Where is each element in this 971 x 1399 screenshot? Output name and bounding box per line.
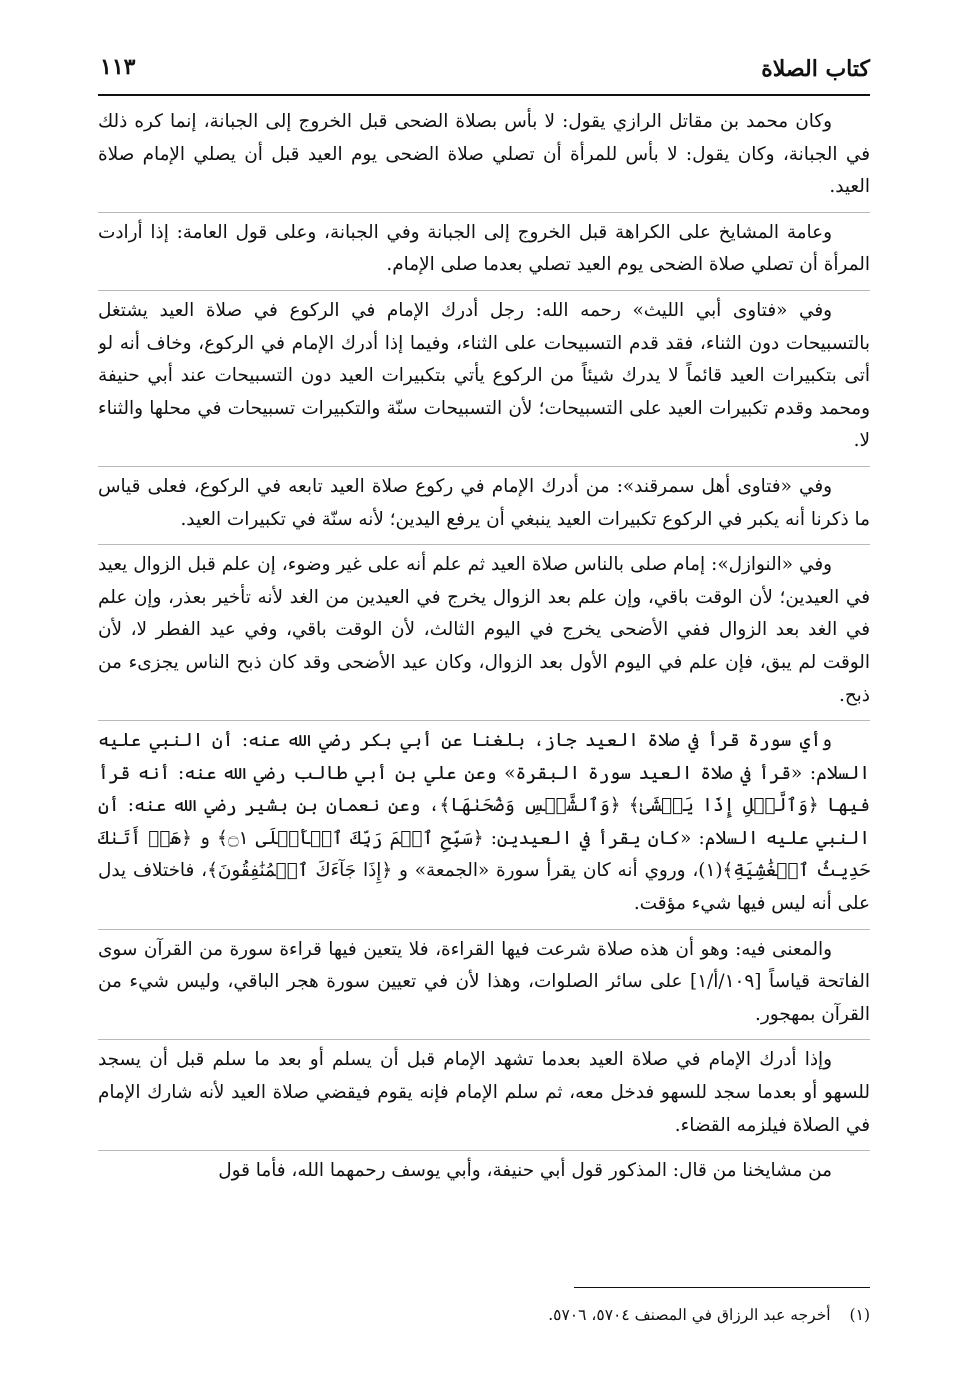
- paragraph: وفي «فتاوى أبي الليث» رحمه الله: رجل أدرك الإمام في الركوع في صلاة العيد يشتغل بالتسبيحات دون الثناء، فقد قدم التسبيحات على الثناء، وفيما إذا أدرك الإمام في الركوع، وخاف أنه لو أتى بتكبيرات العيد قائماً لا يدرك شيئاً من الركوع يأتي بتكبيرات العيد دون التسبيحات عند أبي حنيفة ومحمد وقدم تكبيرات العيد على التسبيحات؛ لأن التسبيحات سنّة والتكبيرات تسبيحات في محلها والثناء لا.: [98, 290, 870, 458]
- paragraph: وفي «فتاوى أهل سمرقند»: من أدرك الإمام في ركوع صلاة العيد تابعه في الركوع، فعلى قياس ما ذكرنا أنه يكبر في الركوع تكبيرات العيد ينبغي أن يرفع اليدين؛ لأنه سنّة في تكبيرات العيد.: [98, 466, 870, 536]
- page-header: [98, 50, 870, 96]
- footnote-text: أخرجه عبد الرزاق في المصنف ٥٧٠٤، ٥٧٠٦.: [548, 1306, 831, 1324]
- paragraph: وإذا أدرك الإمام في صلاة العيد بعدما تشهد الإمام قبل أن يسلم أو بعد ما سلم قبل أن يسجد للسهو أو بعدما سجد للسهو فدخل معه، ثم سلم الإمام فإنه يقوم فيقضي صلاة العيد لأنه شارك الإمام في الصلاة فيلزمه القضاء.: [98, 1039, 870, 1142]
- paragraph: وكان محمد بن مقاتل الرازي يقول: لا بأس بصلاة الضحى قبل الخروج إلى الجبانة، إنما كره ذلك في الجبانة، وكان يقول: لا بأس للمرأة أن تصلي صلاة الضحى يوم العيد قبل أن يصلي الإمام صلاة العيد.: [98, 111, 870, 198]
- paragraph: من مشايخنا من قال: المذكور قول أبي حنيفة، وأبي يوسف رحمهما الله، فأما قول: [98, 1150, 870, 1188]
- paragraph: والمعنى فيه: وهو أن هذه صلاة شرعت فيها القراءة، فلا يتعين فيها قراءة سورة من القرآن سوى الفاتحة قياساً [١٠٩/أ/١] على سائر الصلوات، وهذا لأن في تعيين سورة هجر الباقي، وليس شيء من القرآن بمهجور.: [98, 929, 870, 1032]
- footnote-divider: [574, 1287, 870, 1288]
- footnote: [98, 1302, 870, 1328]
- paragraph: وفي «النوازل»: إمام صلى بالناس صلاة العيد ثم علم أنه على غير وضوء، إن علم قبل الزوال يعيد في العيدين؛ لأن الوقت باقي، وإن علم بعد الزوال يخرج في العيدين من الغد لأنه تأخير بعذر، وإن علم في الغد بعد الزوال ففي الأضحى يخرج في اليوم الثالث، لأن الوقت باقي، وفي عيد الفطر لا، لأن الوقت لم يبق، فإن علم في اليوم الأول بعد الزوال، وكان عيد الأضحى وقد كان ذبح الناس يجزىء من ذبح.: [98, 544, 870, 712]
- paragraph: وعامة المشايخ على الكراهة قبل الخروج إلى الجبانة وفي الجبانة، وعلى قول العامة: إذا أرادت المرأة أن تصلي صلاة الضحى يوم العيد تصلي بعدما صلى الإمام.: [98, 212, 870, 282]
- footnote-number: (١): [849, 1306, 870, 1324]
- main-text: [98, 106, 870, 1256]
- chapter-title: كتاب الصلاة: [761, 56, 870, 82]
- paragraph: وأي سورة قرأ في صلاة العيد جاز، بلغنا عن أبي بكر رضي الله عنه: أن النبي عليه السلام: «قرأ في صلاة العيد سورة البقرة» وعن علي بن أبي طالب رضي الله عنه: أنه قرأ فيها ﴿وَٱلَّيۡلِ إِذَا يَغۡشَىٰ﴾ ﴿وَٱلشَّمۡسِ وَضُحَىٰهَا﴾، وعن نعمان بن بشير رضي الله عنه: أن النبي عليه السلام: «كان يقرأ في العيدين: ﴿سَبِّحِ ٱسۡمَ رَبِّكَ ٱلۡأَعۡلَى ۝١﴾ و ﴿هَلۡ أَتَىٰكَ حَدِيثُ ٱلۡغَٰشِيَةِ﴾(١)، وروي أنه كان يقرأ سورة «الجمعة» و ﴿إِذَا جَآءَكَ ٱلۡمُنَٰفِقُونَ﴾، فاختلاف يدل على أنه ليس فيها شيء مؤقت.: [98, 720, 870, 921]
- page-number: ١١٣: [100, 54, 136, 80]
